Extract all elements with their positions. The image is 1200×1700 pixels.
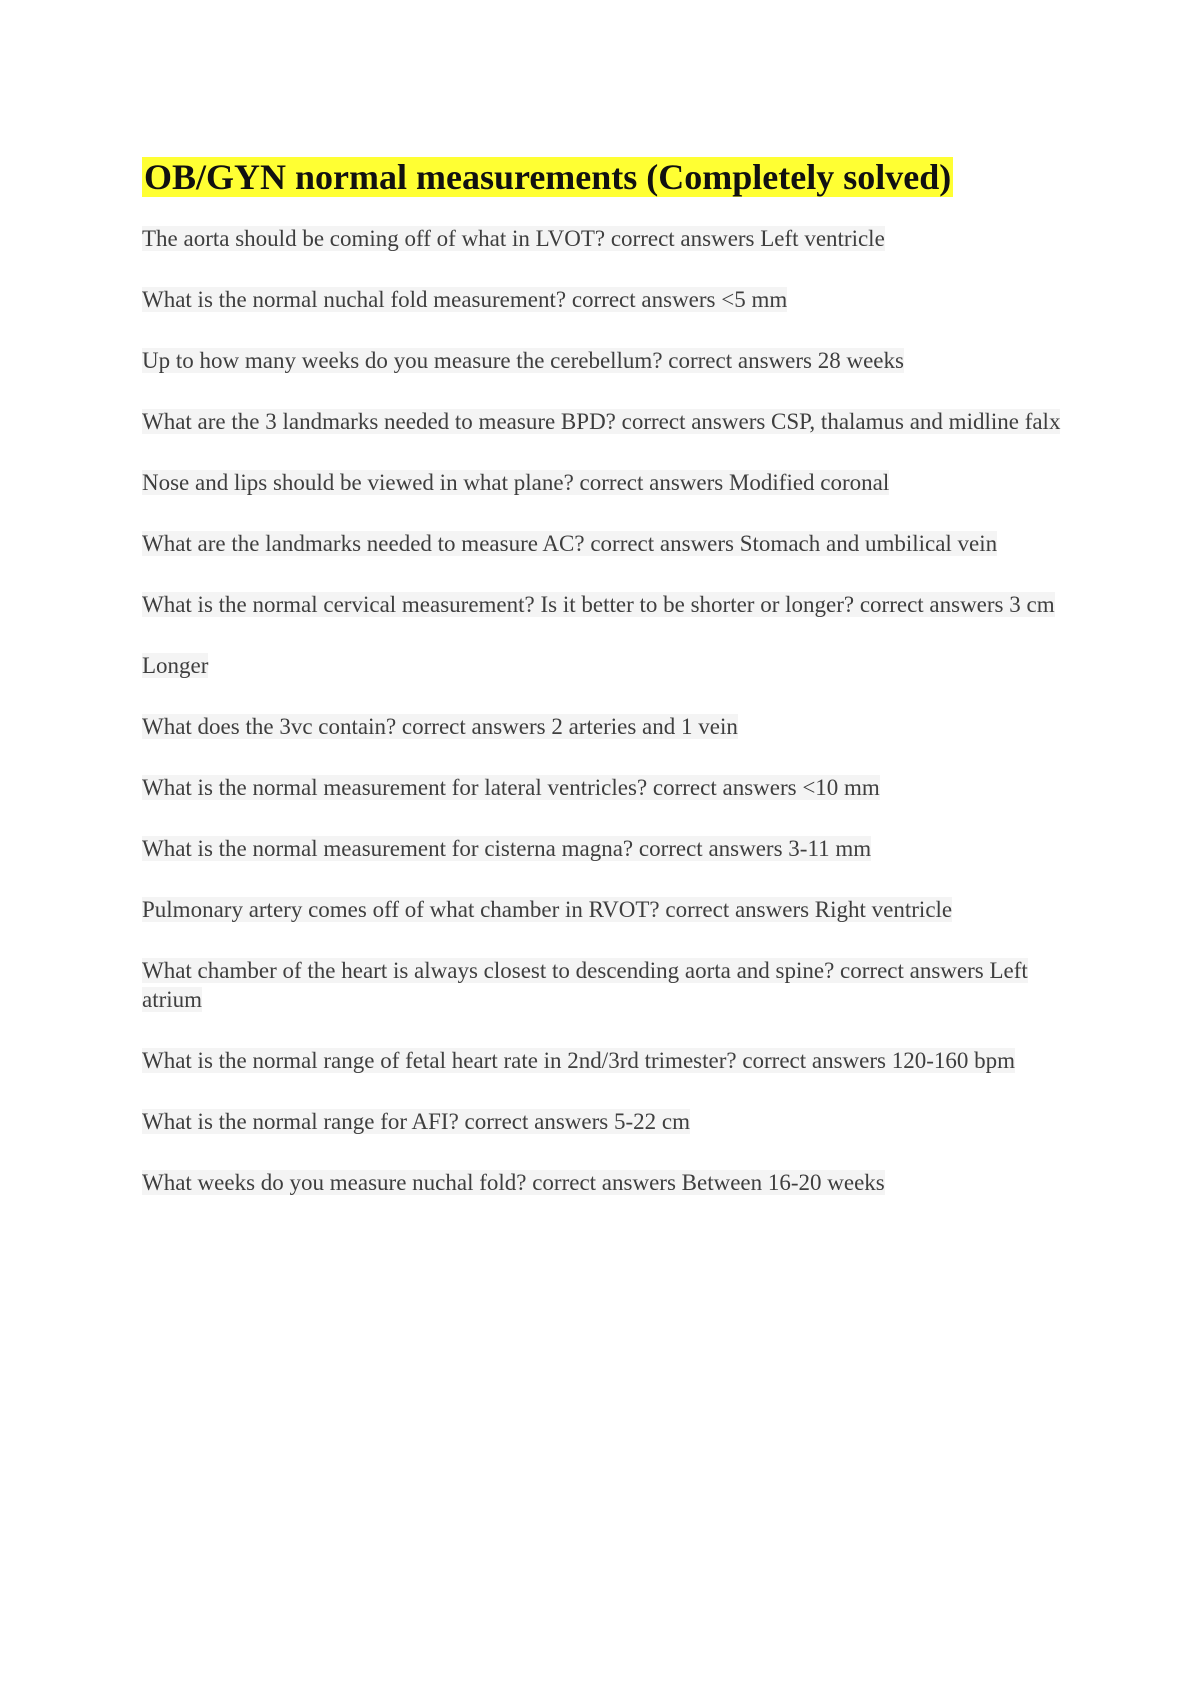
qa-paragraph: What weeks do you measure nuchal fold? correct answers Between 16-20 weeks — [142, 1170, 885, 1195]
qa-paragraph: Up to how many weeks do you measure the cerebellum? correct answers 28 weeks — [142, 348, 904, 373]
qa-paragraph: What is the normal nuchal fold measurement? correct answers <5 mm — [142, 287, 788, 312]
qa-paragraph: What chamber of the heart is always closest to descending aorta and spine? correct answers Left atrium — [142, 958, 1028, 1012]
document-title — [142, 152, 1062, 202]
qa-paragraph: What is the normal measurement for lateral ventricles? correct answers <10 mm — [142, 775, 880, 800]
qa-paragraph: What is the normal range of fetal heart rate in 2nd/3rd trimester? correct answers 120-160 bpm — [142, 1048, 1016, 1073]
qa-paragraph: What are the landmarks needed to measure AC? correct answers Stomach and umbilical vein — [142, 531, 998, 556]
qa-paragraph: The aorta should be coming off of what in LVOT? correct answers Left ventricle — [142, 226, 885, 251]
document-body — [142, 152, 1062, 1229]
qa-paragraph: Nose and lips should be viewed in what plane? correct answers Modified coronal — [142, 470, 890, 495]
qa-paragraph: Longer — [142, 653, 209, 678]
qa-paragraph: Pulmonary artery comes off of what chamber in RVOT? correct answers Right ventricle — [142, 897, 953, 922]
qa-paragraph: What are the 3 landmarks needed to measure BPD? correct answers CSP, thalamus and midline falx — [142, 409, 1061, 434]
qa-paragraph: What is the normal cervical measurement? Is it better to be shorter or longer? correct answers 3 cm — [142, 592, 1055, 617]
qa-paragraph: What does the 3vc contain? correct answers 2 arteries and 1 vein — [142, 714, 738, 739]
title-highlight: OB/GYN normal measurements (Completely solved) — [144, 157, 952, 197]
qa-paragraph: What is the normal measurement for cisterna magna? correct answers 3-11 mm — [142, 836, 872, 861]
qa-paragraph: What is the normal range for AFI? correct answers 5-22 cm — [142, 1109, 690, 1134]
